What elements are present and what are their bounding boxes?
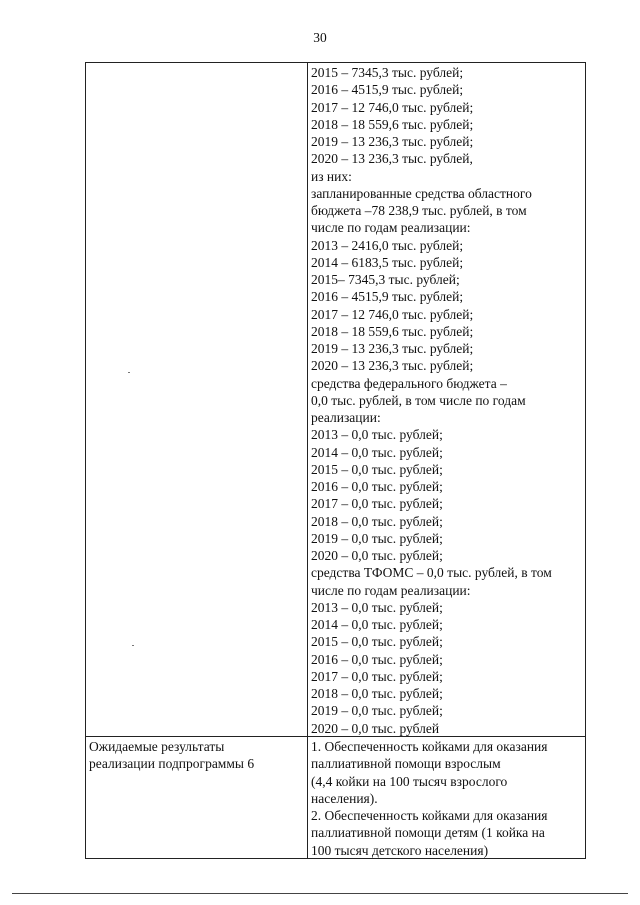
funding-line: 2013 – 0,0 тыс. рублей; bbox=[311, 599, 443, 615]
funding-line: 2017 – 0,0 тыс. рублей; bbox=[311, 496, 443, 512]
funding-line: из них: bbox=[311, 168, 352, 184]
funding-line: 2016 – 0,0 тыс. рублей; bbox=[311, 479, 443, 494]
funding-line: 2019 – 0,0 тыс. рублей; bbox=[311, 530, 443, 546]
funding-line: запланированные средства областного bbox=[311, 185, 532, 201]
funding-line: средства федерального бюджета – bbox=[311, 375, 507, 391]
funding-line: 2016 – 4515,9 тыс. рублей; bbox=[311, 289, 464, 305]
funding-line: числе по годам реализации: bbox=[311, 220, 471, 236]
funding-line: 2019 – 13 236,3 тыс. рублей; bbox=[311, 134, 474, 149]
results-label-line: Ожидаемые результаты bbox=[89, 739, 225, 754]
funding-line: реализации: bbox=[311, 410, 381, 425]
funding-row bbox=[86, 63, 585, 736]
funding-line: 2020 – 0,0 тыс. рублей bbox=[311, 720, 440, 736]
funding-line: числе по годам реализации: bbox=[311, 582, 471, 598]
funding-line: 2019 – 13 236,3 тыс. рублей; bbox=[311, 341, 474, 356]
results-text-line: 2. Обеспеченность койками для оказания bbox=[311, 808, 548, 823]
funding-line: 2015 – 0,0 тыс. рублей; bbox=[311, 461, 443, 477]
funding-line: 2017 – 12 746,0 тыс. рублей; bbox=[311, 306, 474, 322]
funding-line: 2015 – 0,0 тыс. рублей; bbox=[311, 634, 443, 650]
funding-line: 2020 – 13 236,3 тыс. рублей; bbox=[311, 358, 474, 374]
funding-line: 2017 – 0,0 тыс. рублей; bbox=[311, 668, 443, 684]
funding-line: 2015 – 7345,3 тыс. рублей; bbox=[311, 65, 464, 80]
funding-line: 2020 – 13 236,3 тыс. рублей, bbox=[311, 151, 473, 167]
footer-rule bbox=[12, 893, 628, 894]
funding-label-cell bbox=[86, 63, 308, 736]
subprogram-table bbox=[85, 62, 586, 859]
funding-line: 2017 – 12 746,0 тыс. рублей; bbox=[311, 99, 474, 115]
funding-line: 2020 – 0,0 тыс. рублей; bbox=[311, 548, 443, 563]
funding-line: 2018 – 18 559,6 тыс. рублей; bbox=[311, 116, 474, 132]
expected-results-row bbox=[86, 736, 585, 858]
funding-line: 2014 – 0,0 тыс. рублей; bbox=[311, 617, 443, 632]
funding-line: бюджета –78 238,9 тыс. рублей, в том bbox=[311, 203, 527, 218]
expected-results-text-cell bbox=[308, 737, 585, 858]
page-number: 30 bbox=[313, 30, 327, 45]
results-text-line: населения). bbox=[311, 790, 378, 806]
scan-speck bbox=[132, 645, 134, 646]
results-label-line: реализации подпрограммы 6 bbox=[89, 756, 255, 771]
funding-line: 2014 – 6183,5 тыс. рублей; bbox=[311, 254, 464, 270]
funding-line: 2013 – 2416,0 тыс. рублей; bbox=[311, 237, 464, 253]
funding-line: 2014 – 0,0 тыс. рублей; bbox=[311, 444, 443, 460]
expected-results-label-cell bbox=[86, 737, 308, 858]
scan-speck bbox=[128, 372, 130, 373]
funding-line: 2018 – 18 559,6 тыс. рублей; bbox=[311, 323, 474, 339]
funding-line: 2018 – 0,0 тыс. рублей; bbox=[311, 686, 443, 701]
funding-line: 2015– 7345,3 тыс. рублей; bbox=[311, 272, 460, 287]
funding-line: 2016 – 0,0 тыс. рублей; bbox=[311, 651, 443, 667]
funding-line: 2013 – 0,0 тыс. рублей; bbox=[311, 427, 443, 443]
funding-line: 2018 – 0,0 тыс. рублей; bbox=[311, 513, 443, 529]
results-text-line: паллиативной помощи взрослым bbox=[311, 756, 501, 772]
funding-line: средства ТФОМС – 0,0 тыс. рублей, в том bbox=[311, 565, 552, 581]
funding-line: 2016 – 4515,9 тыс. рублей; bbox=[311, 82, 464, 98]
results-text-line: паллиативной помощи детям (1 койка на bbox=[311, 825, 545, 841]
funding-line: 0,0 тыс. рублей, в том числе по годам bbox=[311, 392, 526, 408]
funding-amounts-cell bbox=[308, 63, 585, 736]
results-text-line: 100 тысяч детского населения) bbox=[311, 842, 489, 858]
results-text-line: (4,4 койки на 100 тысяч взрослого bbox=[311, 773, 508, 789]
results-text-line: 1. Обеспеченность койками для оказания bbox=[311, 739, 548, 754]
funding-line: 2019 – 0,0 тыс. рублей; bbox=[311, 703, 443, 719]
